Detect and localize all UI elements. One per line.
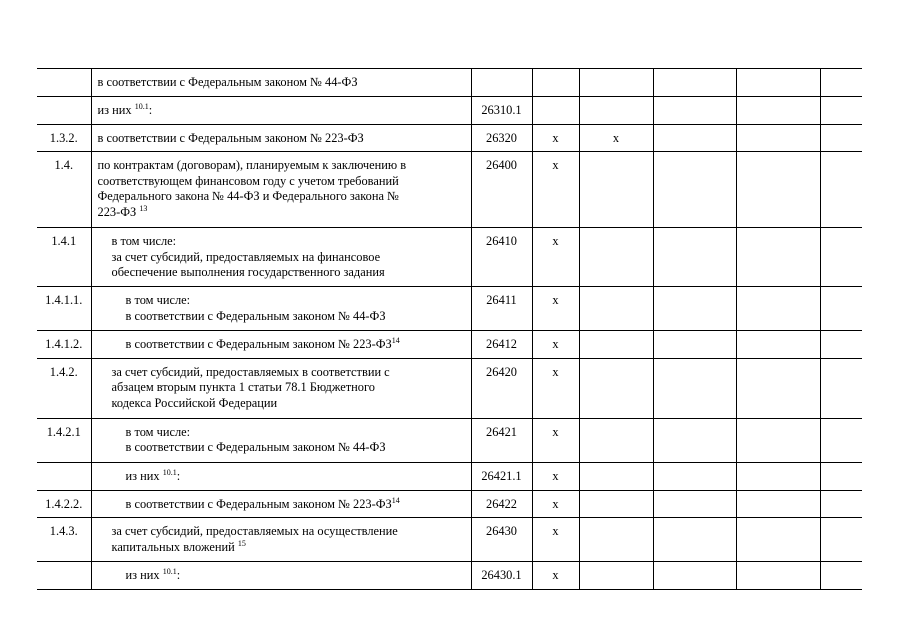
row-description bbox=[91, 562, 471, 590]
description-text: из них bbox=[125, 468, 160, 483]
description-line bbox=[126, 440, 465, 456]
description-line bbox=[126, 425, 465, 441]
cell-col4 bbox=[532, 97, 579, 125]
table-row bbox=[37, 462, 862, 490]
row-description bbox=[91, 490, 471, 518]
table-row bbox=[37, 228, 862, 287]
description-text: 223-ФЗ bbox=[97, 204, 137, 219]
row-code: 26411 bbox=[471, 287, 532, 331]
description-text: Федерального закона № 44-ФЗ и Федерального закона № bbox=[97, 189, 399, 203]
table-row bbox=[37, 418, 862, 462]
empty-cell bbox=[653, 228, 736, 287]
cell-col5 bbox=[579, 152, 653, 228]
row-number bbox=[37, 69, 91, 97]
row-number: 1.4.2.1 bbox=[37, 418, 91, 462]
row-code: 26421 bbox=[471, 418, 532, 462]
description-line bbox=[112, 524, 465, 540]
cell-col4: x bbox=[532, 331, 579, 359]
row-number: 1.4.3. bbox=[37, 518, 91, 562]
financial-plan-table bbox=[37, 68, 862, 590]
empty-cell bbox=[736, 287, 820, 331]
description-line bbox=[98, 103, 465, 119]
row-code: 26320 bbox=[471, 124, 532, 152]
description-line bbox=[112, 380, 465, 396]
row-number: 1.4.1.1. bbox=[37, 287, 91, 331]
empty-cell bbox=[820, 462, 862, 490]
row-code: 26410 bbox=[471, 228, 532, 287]
description-line bbox=[112, 250, 465, 266]
row-number: 1.4. bbox=[37, 152, 91, 228]
description-text: в том числе: bbox=[125, 424, 191, 439]
description-text: в соответствии с Федеральным законом № 44-ФЗ bbox=[97, 75, 358, 89]
table-row bbox=[37, 97, 862, 125]
empty-cell bbox=[820, 287, 862, 331]
table-body bbox=[37, 69, 862, 590]
empty-cell bbox=[820, 124, 862, 152]
empty-cell bbox=[736, 124, 820, 152]
description-text: в том числе: bbox=[125, 293, 191, 307]
row-code: 26412 bbox=[471, 331, 532, 359]
cell-col4: x bbox=[532, 287, 579, 331]
row-description bbox=[91, 418, 471, 462]
description-line bbox=[112, 265, 465, 281]
description-line bbox=[98, 158, 465, 174]
row-number bbox=[37, 462, 91, 490]
description-text: в соответствии с Федеральным законом № 44-ФЗ bbox=[125, 308, 386, 323]
empty-cell bbox=[736, 490, 820, 518]
description-text: в том числе: bbox=[111, 234, 177, 248]
description-line bbox=[112, 365, 465, 381]
empty-cell bbox=[653, 287, 736, 331]
empty-cell bbox=[653, 358, 736, 418]
description-line bbox=[126, 469, 465, 485]
table-row bbox=[37, 69, 862, 97]
cell-col5 bbox=[579, 331, 653, 359]
cell-col4: x bbox=[532, 228, 579, 287]
cell-col4: x bbox=[532, 462, 579, 490]
empty-cell bbox=[820, 97, 862, 125]
table-row bbox=[37, 152, 862, 228]
row-description bbox=[91, 462, 471, 490]
table-row bbox=[37, 562, 862, 590]
row-description bbox=[91, 518, 471, 562]
footnote-marker: 14 bbox=[391, 336, 400, 345]
row-description bbox=[91, 287, 471, 331]
row-number: 1.4.2.2. bbox=[37, 490, 91, 518]
description-line bbox=[112, 396, 465, 412]
description-text: капитальных вложений bbox=[111, 539, 235, 554]
empty-cell bbox=[653, 562, 736, 590]
description-line bbox=[98, 131, 465, 147]
row-number: 1.4.1.2. bbox=[37, 331, 91, 359]
description-line bbox=[112, 234, 465, 250]
cell-col5 bbox=[579, 562, 653, 590]
table-row bbox=[37, 287, 862, 331]
row-description bbox=[91, 152, 471, 228]
row-description bbox=[91, 228, 471, 287]
suffix-text: : bbox=[148, 103, 153, 117]
cell-col5 bbox=[579, 228, 653, 287]
description-line bbox=[126, 309, 465, 325]
description-line bbox=[126, 293, 465, 309]
empty-cell bbox=[820, 418, 862, 462]
row-description bbox=[91, 358, 471, 418]
row-number: 1.3.2. bbox=[37, 124, 91, 152]
empty-cell bbox=[736, 418, 820, 462]
cell-col4: x bbox=[532, 358, 579, 418]
cell-col4: x bbox=[532, 562, 579, 590]
row-description bbox=[91, 69, 471, 97]
empty-cell bbox=[736, 228, 820, 287]
table-row bbox=[37, 358, 862, 418]
empty-cell bbox=[820, 152, 862, 228]
description-text: в соответствии с Федеральным законом № 223-ФЗ bbox=[97, 130, 364, 145]
description-text: из них bbox=[125, 568, 160, 582]
empty-cell bbox=[653, 462, 736, 490]
description-line bbox=[98, 174, 465, 190]
cell-col5 bbox=[579, 490, 653, 518]
cell-col5 bbox=[579, 518, 653, 562]
cell-col4: x bbox=[532, 518, 579, 562]
description-line bbox=[126, 568, 465, 584]
table-row bbox=[37, 518, 862, 562]
footnote-marker: 10.1 bbox=[134, 102, 149, 111]
empty-cell bbox=[820, 518, 862, 562]
description-line bbox=[126, 497, 465, 513]
footnote-marker: 15 bbox=[237, 538, 246, 548]
description-line bbox=[98, 75, 465, 91]
empty-cell bbox=[820, 331, 862, 359]
table-row bbox=[37, 490, 862, 518]
empty-cell bbox=[736, 462, 820, 490]
empty-cell bbox=[820, 562, 862, 590]
description-text: в соответствии с Федеральным законом № 223-ФЗ bbox=[125, 337, 392, 351]
description-text: по контрактам (договорам), планируемым к заключению в bbox=[97, 158, 407, 172]
empty-cell bbox=[820, 490, 862, 518]
description-text: абзацем вторым пункта 1 статьи 78.1 Бюджетного bbox=[111, 380, 375, 394]
description-line bbox=[98, 189, 465, 205]
row-code: 26420 bbox=[471, 358, 532, 418]
cell-col5 bbox=[579, 418, 653, 462]
description-line bbox=[126, 337, 465, 353]
description-line bbox=[98, 205, 465, 221]
empty-cell bbox=[736, 331, 820, 359]
empty-cell bbox=[653, 331, 736, 359]
description-text: за счет субсидий, предоставляемых на финансовое bbox=[111, 249, 381, 264]
cell-col5 bbox=[579, 287, 653, 331]
cell-col5 bbox=[579, 358, 653, 418]
cell-col4: x bbox=[532, 490, 579, 518]
empty-cell bbox=[653, 418, 736, 462]
empty-cell bbox=[820, 228, 862, 287]
row-code: 26310.1 bbox=[471, 97, 532, 125]
row-description bbox=[91, 97, 471, 125]
description-line bbox=[112, 540, 465, 556]
row-code: 26430.1 bbox=[471, 562, 532, 590]
footnote-marker: 14 bbox=[391, 495, 400, 505]
empty-cell bbox=[653, 518, 736, 562]
empty-cell bbox=[736, 97, 820, 125]
description-text: в соответствии с Федеральным законом № 44-ФЗ bbox=[125, 440, 386, 454]
empty-cell bbox=[820, 69, 862, 97]
description-text: соответствующем финансовом году с учетом требований bbox=[97, 173, 399, 188]
empty-cell bbox=[653, 490, 736, 518]
cell-col4: x bbox=[532, 124, 579, 152]
footnote-marker: 10.1 bbox=[162, 467, 177, 477]
empty-cell bbox=[736, 562, 820, 590]
empty-cell bbox=[736, 358, 820, 418]
empty-cell bbox=[736, 152, 820, 228]
cell-col5 bbox=[579, 462, 653, 490]
table-row bbox=[37, 331, 862, 359]
row-number bbox=[37, 97, 91, 125]
footnote-marker: 13 bbox=[139, 203, 148, 213]
cell-col4 bbox=[532, 69, 579, 97]
row-description bbox=[91, 331, 471, 359]
row-number: 1.4.1 bbox=[37, 228, 91, 287]
description-text: обеспечение выполнения государственного задания bbox=[111, 265, 385, 279]
cell-col5 bbox=[579, 69, 653, 97]
description-text: за счет субсидий, предоставляемых в соответствии с bbox=[111, 364, 390, 379]
row-code bbox=[471, 69, 532, 97]
empty-cell bbox=[736, 518, 820, 562]
row-description bbox=[91, 124, 471, 152]
row-number bbox=[37, 562, 91, 590]
description-text: кодекса Российской Федерации bbox=[111, 395, 278, 410]
empty-cell bbox=[653, 69, 736, 97]
row-code: 26400 bbox=[471, 152, 532, 228]
empty-cell bbox=[653, 97, 736, 125]
cell-col5: x bbox=[579, 124, 653, 152]
description-text: за счет субсидий, предоставляемых на осуществление bbox=[111, 524, 398, 538]
cell-col4: x bbox=[532, 418, 579, 462]
row-number: 1.4.2. bbox=[37, 358, 91, 418]
footnote-marker: 10.1 bbox=[162, 567, 177, 576]
empty-cell bbox=[736, 69, 820, 97]
suffix-text: : bbox=[176, 568, 181, 582]
row-code: 26430 bbox=[471, 518, 532, 562]
description-text: из них bbox=[97, 103, 132, 117]
row-code: 26421.1 bbox=[471, 462, 532, 490]
cell-col5 bbox=[579, 97, 653, 125]
cell-col4: x bbox=[532, 152, 579, 228]
row-code: 26422 bbox=[471, 490, 532, 518]
description-text: в соответствии с Федеральным законом № 223-ФЗ bbox=[125, 496, 392, 511]
table-row bbox=[37, 124, 862, 152]
suffix-text: : bbox=[176, 468, 181, 483]
empty-cell bbox=[653, 152, 736, 228]
empty-cell bbox=[820, 358, 862, 418]
empty-cell bbox=[653, 124, 736, 152]
